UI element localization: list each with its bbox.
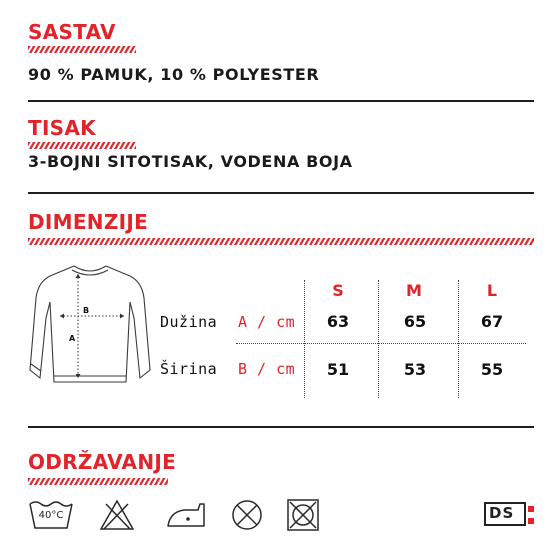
diagram-label-a: A — [69, 334, 76, 343]
brand-logo-text: DS — [489, 504, 515, 522]
table-separator-2 — [378, 280, 379, 398]
size-m-header: M — [406, 281, 422, 300]
composition-heading: SASTAV — [28, 20, 116, 44]
care-heading: ODRŽAVANJE — [28, 450, 177, 474]
iron-low-icon — [164, 498, 208, 532]
divider-1 — [28, 100, 534, 102]
width-l-value: 55 — [480, 360, 504, 379]
row-length-label: Dužina — [160, 313, 218, 331]
size-l-header: L — [486, 281, 498, 300]
no-bleach-icon — [98, 498, 136, 532]
diagram-label-b: B — [83, 306, 90, 315]
row-width-unit: B / cm — [238, 360, 296, 378]
divider-3 — [28, 426, 534, 428]
print-underline — [28, 142, 136, 150]
table-separator-3 — [458, 280, 459, 398]
print-text: 3-BOJNI SITOTISAK, VODENA BOJA — [28, 152, 353, 171]
composition-text: 90 % PAMUK, 10 % POLYESTER — [28, 65, 320, 84]
length-m-value: 65 — [403, 312, 427, 331]
brand-logo — [484, 502, 536, 530]
print-heading: TISAK — [28, 116, 96, 140]
row-width-label: Širina — [160, 360, 218, 378]
no-tumble-dry-icon — [230, 498, 264, 532]
width-m-value: 53 — [403, 360, 427, 379]
length-s-value: 63 — [326, 312, 350, 331]
row-length-unit: A / cm — [238, 313, 296, 331]
no-dry-clean-icon — [286, 498, 320, 532]
size-s-header: S — [332, 281, 344, 300]
length-l-value: 67 — [480, 312, 504, 331]
composition-underline — [28, 46, 136, 54]
wash-40-icon — [28, 498, 74, 532]
wash-temperature: 40°C — [38, 510, 64, 521]
table-row-separator — [236, 343, 526, 344]
sweatshirt-diagram — [20, 258, 160, 418]
divider-2 — [28, 192, 534, 194]
width-s-value: 51 — [326, 360, 350, 379]
table-separator-1 — [304, 280, 305, 398]
care-underline — [28, 478, 168, 486]
dimensions-underline — [28, 238, 534, 246]
dimensions-heading: DIMENZIJE — [28, 210, 149, 234]
